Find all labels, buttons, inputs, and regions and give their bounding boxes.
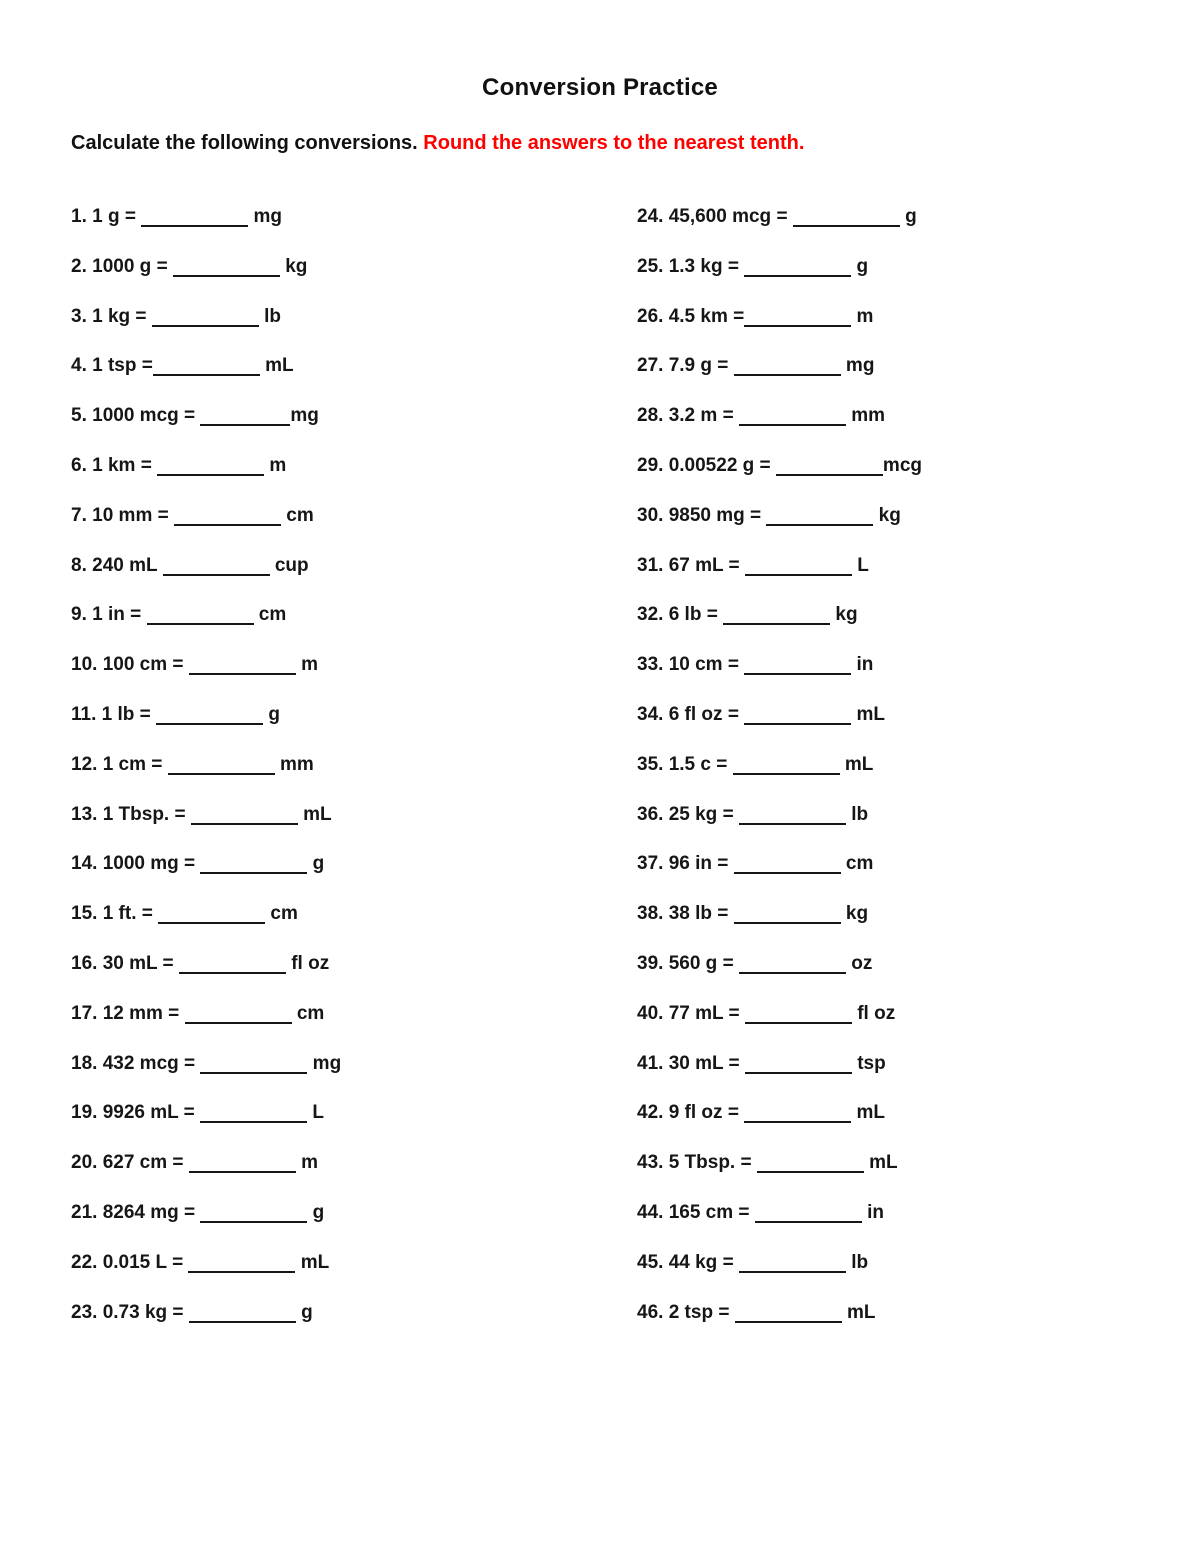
- answer-blank: [734, 903, 841, 924]
- answer-blank: [739, 1252, 846, 1273]
- item-number: 44.: [637, 1201, 664, 1223]
- item-question-text: 44 kg =: [663, 1251, 739, 1273]
- item-number: 18.: [71, 1052, 98, 1074]
- item-unit-text: mL: [297, 803, 332, 825]
- conversion-item: [637, 1053, 1197, 1103]
- answer-blank: [158, 903, 265, 924]
- item-question-text: 30 mL =: [663, 1052, 745, 1074]
- conversion-item: [71, 505, 637, 555]
- item-unit-text: lb: [845, 1251, 869, 1273]
- item-number: 33.: [637, 654, 664, 676]
- item-question-text: 3.2 m =: [663, 405, 739, 427]
- answer-blank: [744, 306, 851, 327]
- item-number: 29.: [637, 454, 664, 476]
- conversion-item: [71, 1102, 637, 1152]
- item-number: 9.: [71, 604, 87, 626]
- item-unit-text: tsp: [851, 1052, 886, 1074]
- answer-blank: [739, 405, 846, 426]
- item-number: 7.: [71, 504, 87, 526]
- item-unit-text: g: [295, 1301, 313, 1323]
- conversion-item: [637, 704, 1197, 754]
- item-unit-text: kg: [873, 504, 901, 526]
- answer-blank: [744, 256, 851, 277]
- answer-blank: [745, 1053, 852, 1074]
- item-unit-text: L: [307, 1102, 324, 1124]
- answer-blank: [735, 1302, 842, 1323]
- item-question-text: 100 cm =: [97, 654, 189, 676]
- answer-blank: [793, 206, 900, 227]
- answer-blank: [156, 704, 263, 725]
- conversion-item: [637, 1252, 1197, 1302]
- conversion-item: [637, 1102, 1197, 1152]
- answer-blank: [744, 704, 851, 725]
- answer-blank: [200, 1102, 307, 1123]
- answer-blank: [185, 1003, 292, 1024]
- answer-blank: [191, 804, 298, 825]
- item-number: 27.: [637, 355, 664, 377]
- item-unit-text: mL: [851, 1102, 885, 1124]
- item-unit-text: mL: [839, 753, 874, 775]
- item-number: 45.: [637, 1251, 664, 1273]
- conversion-item: [71, 306, 637, 356]
- item-number: 10.: [71, 654, 98, 676]
- answer-blank: [734, 853, 841, 874]
- item-question-text: 7.9 g =: [663, 355, 734, 377]
- item-question-text: 9926 mL =: [97, 1102, 201, 1124]
- item-number: 37.: [637, 853, 664, 875]
- item-question-text: 96 in =: [663, 853, 734, 875]
- item-number: 25.: [637, 255, 664, 277]
- instructions-text: Calculate the following conversions.: [71, 132, 424, 154]
- item-number: 26.: [637, 305, 664, 327]
- answer-blank: [766, 505, 873, 526]
- conversion-item: [71, 1302, 637, 1352]
- conversion-item: [637, 405, 1197, 455]
- conversion-item: [71, 206, 637, 256]
- item-question-text: 1 cm =: [97, 753, 168, 775]
- item-question-text: 0.00522 g =: [663, 454, 776, 476]
- conversion-item: [637, 505, 1197, 555]
- item-unit-text: L: [851, 554, 869, 576]
- item-question-text: 4.5 km =: [663, 305, 745, 327]
- answer-blank: [147, 604, 254, 625]
- item-unit-text: m: [264, 454, 287, 476]
- item-number: 23.: [71, 1301, 98, 1323]
- answer-blank: [200, 1053, 307, 1074]
- item-question-text: 0.015 L =: [97, 1251, 189, 1273]
- item-question-text: 8264 mg =: [97, 1201, 201, 1223]
- item-question-text: 1 tsp =: [86, 355, 153, 377]
- answer-blank: [739, 953, 846, 974]
- item-unit-text: fl oz: [851, 1002, 896, 1024]
- item-question-text: 1 lb =: [96, 703, 157, 725]
- item-number: 39.: [637, 952, 664, 974]
- item-question-text: 1000 g =: [86, 255, 173, 277]
- conversion-item: [637, 256, 1197, 306]
- item-unit-text: oz: [845, 952, 873, 974]
- conversion-item: [637, 555, 1197, 605]
- item-unit-text: mL: [851, 703, 885, 725]
- item-number: 43.: [637, 1152, 664, 1174]
- item-unit-text: cm: [281, 504, 314, 526]
- answer-blank: [744, 654, 851, 675]
- item-unit-text: cm: [840, 853, 874, 875]
- conversion-item: [637, 1302, 1197, 1352]
- conversion-item: [71, 754, 637, 804]
- item-number: 13.: [71, 803, 98, 825]
- conversion-column-left: [71, 206, 637, 1351]
- conversion-item: [637, 1003, 1197, 1053]
- conversion-item: [71, 256, 637, 306]
- conversion-item: [71, 953, 637, 1003]
- answer-blank: [757, 1152, 864, 1173]
- answer-blank: [189, 654, 296, 675]
- item-number: 4.: [71, 355, 87, 377]
- item-number: 38.: [637, 903, 664, 925]
- conversion-item: [637, 754, 1197, 804]
- item-unit-text: mcg: [882, 454, 922, 476]
- item-question-text: 1.5 c =: [663, 753, 733, 775]
- item-question-text: 240 mL: [86, 554, 163, 576]
- answer-blank: [734, 355, 841, 376]
- instructions-line: [71, 132, 804, 155]
- item-number: 35.: [637, 753, 664, 775]
- item-unit-text: mL: [863, 1152, 898, 1174]
- item-unit-text: in: [851, 654, 874, 676]
- item-number: 19.: [71, 1102, 98, 1124]
- item-number: 6.: [71, 454, 87, 476]
- item-question-text: 10 cm =: [663, 654, 745, 676]
- item-number: 30.: [637, 504, 664, 526]
- conversion-column-right: [637, 206, 1197, 1351]
- item-question-text: 165 cm =: [663, 1201, 755, 1223]
- item-unit-text: m: [295, 1152, 318, 1174]
- item-question-text: 1000 mg =: [97, 853, 201, 875]
- conversion-item: [71, 853, 637, 903]
- answer-blank: [189, 1152, 296, 1173]
- item-unit-text: in: [861, 1201, 884, 1223]
- item-unit-text: mm: [845, 405, 886, 427]
- conversion-item: [71, 804, 637, 854]
- answer-blank: [153, 355, 260, 376]
- item-unit-text: kg: [840, 903, 869, 925]
- item-question-text: 560 g =: [663, 952, 739, 974]
- conversion-list: [71, 206, 1197, 1351]
- item-unit-text: lb: [845, 803, 869, 825]
- conversion-item: [637, 355, 1197, 405]
- item-unit-text: lb: [258, 305, 281, 327]
- conversion-item: [71, 654, 637, 704]
- item-unit-text: mL: [841, 1301, 876, 1323]
- item-number: 17.: [71, 1002, 98, 1024]
- conversion-item: [71, 355, 637, 405]
- answer-blank: [157, 455, 264, 476]
- item-unit-text: kg: [830, 604, 858, 626]
- answer-blank: [173, 256, 280, 277]
- item-question-text: 30 mL =: [97, 952, 179, 974]
- item-unit-text: cm: [253, 604, 287, 626]
- item-number: 15.: [71, 903, 98, 925]
- item-unit-text: kg: [279, 255, 308, 277]
- conversion-item: [637, 853, 1197, 903]
- conversion-item: [71, 604, 637, 654]
- item-number: 22.: [71, 1251, 98, 1273]
- item-question-text: 38 lb =: [663, 903, 734, 925]
- conversion-item: [71, 455, 637, 505]
- item-number: 5.: [71, 405, 87, 427]
- item-unit-text: mg: [840, 355, 875, 377]
- conversion-item: [637, 206, 1197, 256]
- conversion-item: [637, 455, 1197, 505]
- answer-blank: [188, 1252, 295, 1273]
- answer-blank: [200, 853, 307, 874]
- item-question-text: 5 Tbsp. =: [663, 1152, 757, 1174]
- item-question-text: 9850 mg =: [663, 504, 767, 526]
- item-question-text: 1 in =: [86, 604, 147, 626]
- answer-blank: [745, 555, 852, 576]
- item-question-text: 1 g =: [86, 206, 142, 227]
- item-question-text: 1 kg =: [86, 305, 152, 327]
- item-question-text: 0.73 kg =: [97, 1301, 189, 1323]
- conversion-item: [637, 1152, 1197, 1202]
- item-unit-text: g: [263, 703, 280, 725]
- conversion-item: [71, 1252, 637, 1302]
- item-question-text: 1 km =: [86, 454, 158, 476]
- item-question-text: 9 fl oz =: [663, 1102, 745, 1124]
- item-question-text: 1000 mcg =: [86, 405, 201, 427]
- item-unit-text: cm: [265, 903, 298, 925]
- conversion-item: [637, 953, 1197, 1003]
- item-number: 46.: [637, 1301, 664, 1323]
- answer-blank: [163, 555, 270, 576]
- conversion-item: [637, 804, 1197, 854]
- item-question-text: 1 Tbsp. =: [97, 803, 191, 825]
- item-unit-text: g: [899, 206, 917, 227]
- item-question-text: 6 fl oz =: [663, 703, 745, 725]
- item-unit-text: mg: [290, 405, 319, 427]
- item-unit-text: fl oz: [285, 952, 330, 974]
- conversion-item: [71, 405, 637, 455]
- answer-blank: [733, 754, 840, 775]
- item-question-text: 627 cm =: [97, 1152, 189, 1174]
- item-number: 2.: [71, 255, 87, 277]
- item-unit-text: mm: [274, 753, 314, 775]
- answer-blank: [745, 1003, 852, 1024]
- answer-blank: [189, 1302, 296, 1323]
- item-unit-text: m: [851, 305, 874, 327]
- answer-blank: [755, 1202, 862, 1223]
- conversion-item: [71, 1152, 637, 1202]
- item-number: 16.: [71, 952, 98, 974]
- item-number: 28.: [637, 405, 664, 427]
- item-number: 3.: [71, 305, 87, 327]
- item-question-text: 67 mL =: [663, 554, 745, 576]
- answer-blank: [739, 804, 846, 825]
- item-number: 14.: [71, 853, 98, 875]
- conversion-item: [71, 1053, 637, 1103]
- conversion-item: [71, 1003, 637, 1053]
- item-unit-text: g: [851, 255, 869, 277]
- conversion-item: [637, 1202, 1197, 1252]
- item-number: 41.: [637, 1052, 664, 1074]
- instructions-emphasis-text: Round the answers to the nearest tenth.: [423, 132, 805, 154]
- item-unit-text: mL: [295, 1251, 330, 1273]
- answer-blank: [200, 405, 290, 426]
- item-question-text: 432 mcg =: [97, 1052, 201, 1074]
- item-question-text: 25 kg =: [663, 803, 739, 825]
- item-question-text: 1 ft. =: [97, 903, 159, 925]
- item-unit-text: m: [295, 654, 318, 676]
- conversion-item: [637, 654, 1197, 704]
- item-number: 42.: [637, 1102, 664, 1124]
- item-unit-text: cup: [269, 554, 309, 576]
- item-question-text: 12 mm =: [97, 1002, 185, 1024]
- item-unit-text: g: [307, 853, 325, 875]
- item-number: 40.: [637, 1002, 664, 1024]
- item-number: 21.: [71, 1201, 98, 1223]
- answer-blank: [179, 953, 286, 974]
- item-question-text: 2 tsp =: [663, 1301, 735, 1323]
- item-number: 32.: [637, 604, 664, 626]
- item-question-text: 77 mL =: [663, 1002, 745, 1024]
- item-number: 24.: [637, 206, 664, 227]
- item-number: 36.: [637, 803, 664, 825]
- answer-blank: [744, 1102, 851, 1123]
- conversion-item: [637, 903, 1197, 953]
- item-number: 1.: [71, 206, 87, 227]
- conversion-item: [71, 903, 637, 953]
- answer-blank: [141, 206, 248, 227]
- item-question-text: 6 lb =: [663, 604, 724, 626]
- item-number: 31.: [637, 554, 664, 576]
- item-unit-text: mL: [259, 355, 294, 377]
- conversion-item: [71, 555, 637, 605]
- item-number: 11.: [71, 703, 97, 725]
- answer-blank: [174, 505, 281, 526]
- answer-blank: [776, 455, 883, 476]
- item-number: 8.: [71, 554, 87, 576]
- item-number: 20.: [71, 1152, 98, 1174]
- page-title: Conversion Practice: [482, 74, 718, 101]
- conversion-item: [637, 306, 1197, 356]
- item-question-text: 1.3 kg =: [663, 255, 745, 277]
- conversion-item: [71, 704, 637, 754]
- item-unit-text: g: [307, 1201, 325, 1223]
- item-unit-text: cm: [291, 1002, 325, 1024]
- answer-blank: [723, 604, 830, 625]
- item-question-text: 10 mm =: [86, 504, 174, 526]
- item-question-text: 45,600 mcg =: [663, 206, 793, 227]
- answer-blank: [200, 1202, 307, 1223]
- item-number: 12.: [71, 753, 98, 775]
- conversion-item: [71, 1202, 637, 1252]
- answer-blank: [168, 754, 275, 775]
- item-unit-text: mg: [307, 1052, 342, 1074]
- item-number: 34.: [637, 703, 664, 725]
- item-unit-text: mg: [248, 206, 283, 227]
- answer-blank: [152, 306, 259, 327]
- conversion-item: [637, 604, 1197, 654]
